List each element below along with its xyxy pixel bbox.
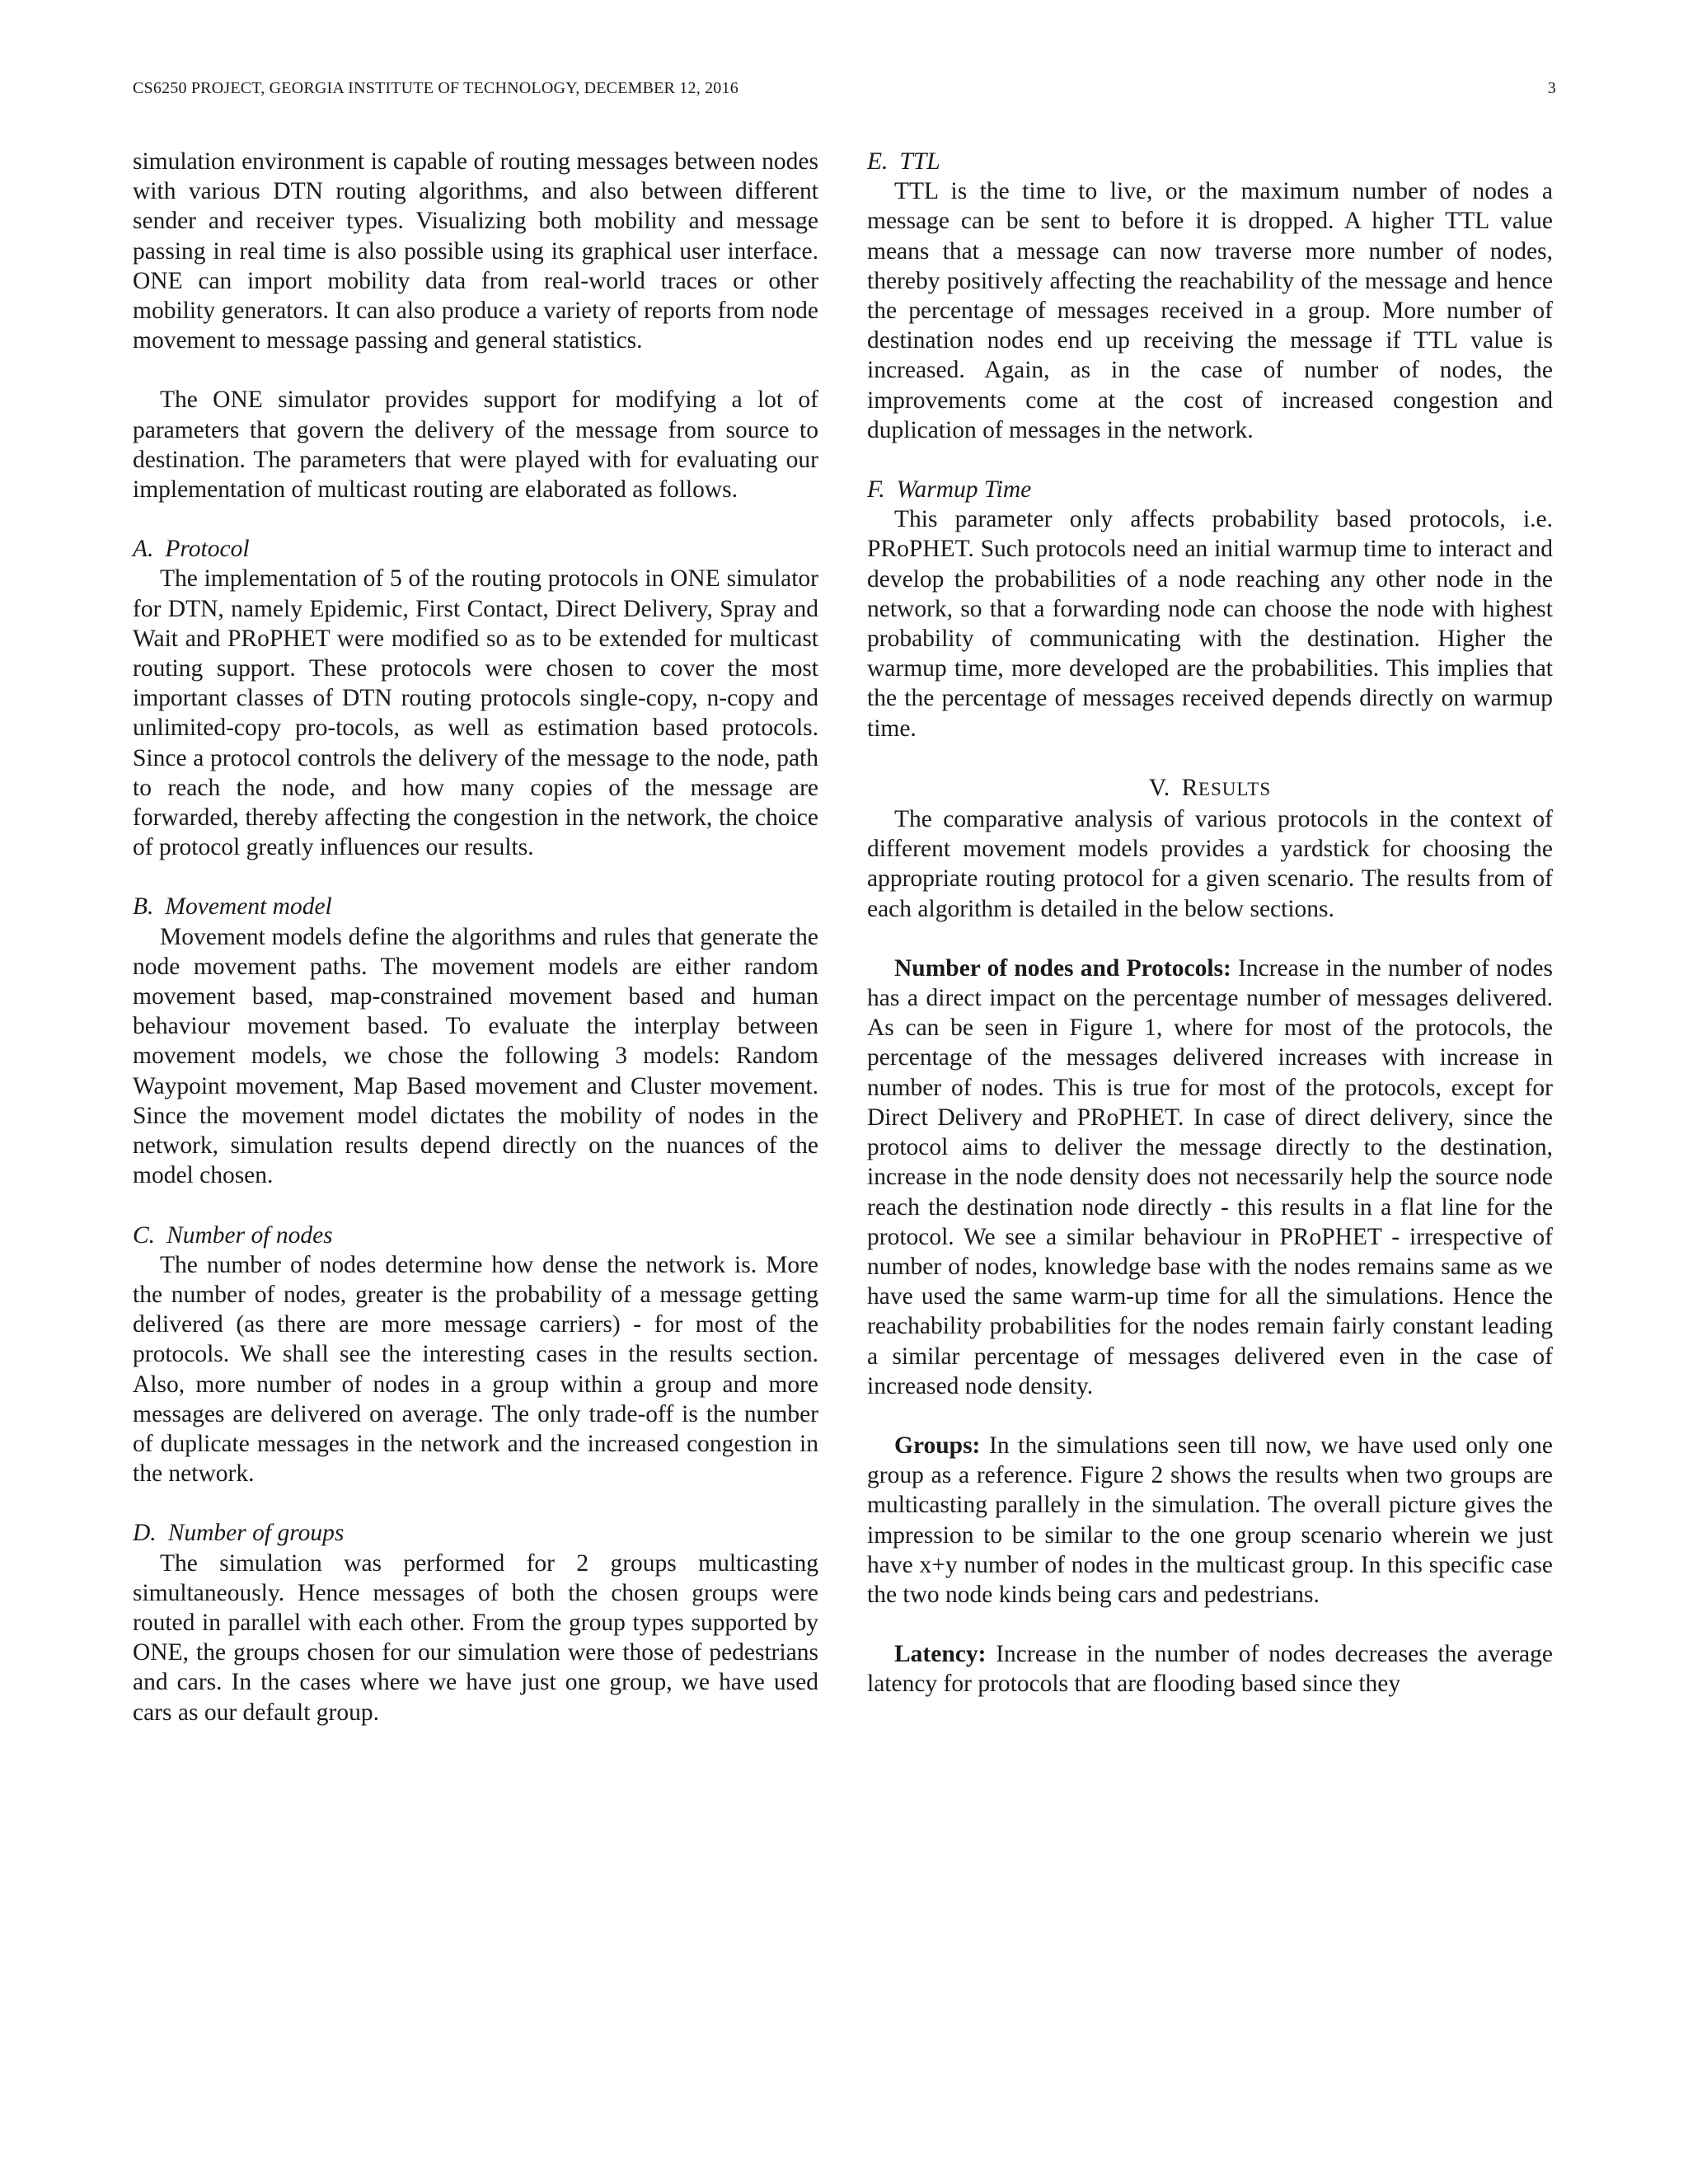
subsection-heading-movement-model: B. Movement model xyxy=(133,893,332,921)
paragraph-number-of-groups: The simulation was performed for 2 groups multicasting simultaneously. Hence messages of both the chosen groups were routed in parallel with each other. From the group types supported by ONE, the groups chosen for our simulation were those of pedestrians and cars. In the cases where we have just one group, we have used cars as our default group. xyxy=(133,1549,818,1726)
paragraph-groups: Groups: In the simulations seen till now, we have used only one group as a reference. Figure 2 shows the results when two groups are multicasting parallely in the simulation. The overall picture gives the impression to be similar to the one group scenario wherein we just have x+y number of nodes in the multicast group. In this specific case the two node kinds being cars and pedestrians. xyxy=(867,1432,1553,1608)
left-column xyxy=(133,147,818,1727)
page-number: 3 xyxy=(1547,79,1556,97)
run-in-heading-latency: Latency: xyxy=(894,1641,987,1668)
subsection-heading-number-of-groups: D. Number of groups xyxy=(133,1520,345,1547)
section-heading-results: V. RESULTS xyxy=(1148,774,1272,801)
running-header xyxy=(133,79,1556,104)
right-column xyxy=(867,147,1553,1699)
paragraph-nodes-and-protocols: Number of nodes and Protocols: Increase in the number of nodes has a direct impact on the percentage number of messages delivered. As can be seen in Figure 1, where for most of the protocols, the percentage of the messages delivered increases with increase in number of nodes. This is true for most of the protocols, except for Direct Delivery and PRoPHET. In case of direct delivery, since the protocol aims to deliver the message directly to the destination, increase in the node density does not necessarily help the source node reach the destination node directly - this results in a flat line for the protocol. We see a similar behaviour in PRoPHET - irrespective of number of nodes, knowledge base with the nodes remains same as we have used the same warm-up time for all the simulations. Hence the reachability probabilities for the nodes remain fairly constant leading a similar percentage of messages delivered even in the case of increased node density. xyxy=(867,954,1554,1399)
run-in-heading-groups: Groups: xyxy=(894,1432,981,1459)
paragraph-results-intro: The comparative analysis of various protocols in the context of different movement models provides a yardstick for choosing the appropriate routing protocol for a given scenario. The results from of each algorithm is detailed in the below sections. xyxy=(867,806,1553,922)
subsection-heading-warmup-time: F. Warmup Time xyxy=(867,476,1032,504)
paragraph-ttl: TTL is the time to live, or the maximum number of nodes a message can be sent to before it is dropped. A higher TTL value means that a message can now traverse more number of nodes, thereby positively affecting the reachability of the message and hence the percentage of messages received in a group. More number of destination nodes end up receiving the message if TTL value is increased. Again, as in the case of number of nodes, the improvements come at the cost of increased congestion and duplication of messages in the network. xyxy=(867,178,1553,443)
paragraph-simulation-env: simulation environment is capable of routing messages between nodes with various DTN routing algorithms, and also between different sender and receiver types. Visualizing both mobility and message passing in real time is also possible using its graphical user interface. ONE can import mobility data from real-world traces or other mobility generators. It can also produce a variety of reports from node movement to message passing and general statistics. xyxy=(133,148,818,354)
paragraph-movement-model: Movement models define the algorithms and rules that generate the node movement paths. The movement models are either random movement based, map-constrained movement based and human behaviour movement based. To evaluate the interplay between movement models, we chose the following 3 models: Random Waypoint movement, Map Based movement and Cluster movement. Since the movement model dictates the mobility of nodes in the network, simulation results depend directly on the nuances of the model chosen. xyxy=(133,923,818,1189)
paragraph-protocol: The implementation of 5 of the routing protocols in ONE simulator for DTN, namely Epidemic, First Contact, Direct Delivery, Spray and Wait and PRoPHET were modified so as to be extended for multicast routing support. These protocols were chosen to cover the most important classes of DTN routing protocols single-copy, n-copy and unlimited-copy pro-tocols, as well as estimation based protocols. Since a protocol controls the delivery of the message to the node, path to reach the node, and how many copies of the message are forwarded, thereby affecting the congestion in the network, the choice of protocol greatly influences our results. xyxy=(133,565,818,861)
subsection-heading-protocol: A. Protocol xyxy=(133,536,250,563)
paragraph-warmup-time: This parameter only affects probability based protocols, i.e. PRoPHET. Such protocols need an initial warmup time to interact and develop the probabilities of a node reaching any other node in the network, so that a forwarding node can choose the node with highest probability of communicating with the destination. Higher the warmup time, more developed are the probabilities. This implies that the the percentage of messages received depends directly on warmup time. xyxy=(867,506,1553,742)
paragraph-parameters-intro: The ONE simulator provides support for modifying a lot of parameters that govern the delivery of the message from source to destination. The parameters that were played with for evaluating our implementation of multicast routing are elaborated as follows. xyxy=(133,387,818,504)
subsection-heading-ttl: E. TTL xyxy=(867,148,940,175)
run-in-heading-nodes: Number of nodes and Protocols: xyxy=(894,954,1231,982)
paragraph-latency: Latency: Increase in the number of nodes decreases the average latency for protocols that are flooding based since they xyxy=(867,1641,1553,1698)
paragraph-number-of-nodes: The number of nodes determine how dense the network is. More the number of nodes, greater is the probability of a message getting delivered (as there are more message carriers) - for most of the protocols. We shall see the interesting cases in the results section. Also, more number of nodes in a group within a group and more messages are delivered on average. The only trade-off is the number of duplicate messages in the network and the increased congestion in the network. xyxy=(133,1251,818,1488)
subsection-heading-number-of-nodes: C. Number of nodes xyxy=(133,1221,333,1249)
running-title: CS6250 PROJECT, GEORGIA INSTITUTE OF TECHNOLOGY, DECEMBER 12, 2016 xyxy=(133,79,738,97)
